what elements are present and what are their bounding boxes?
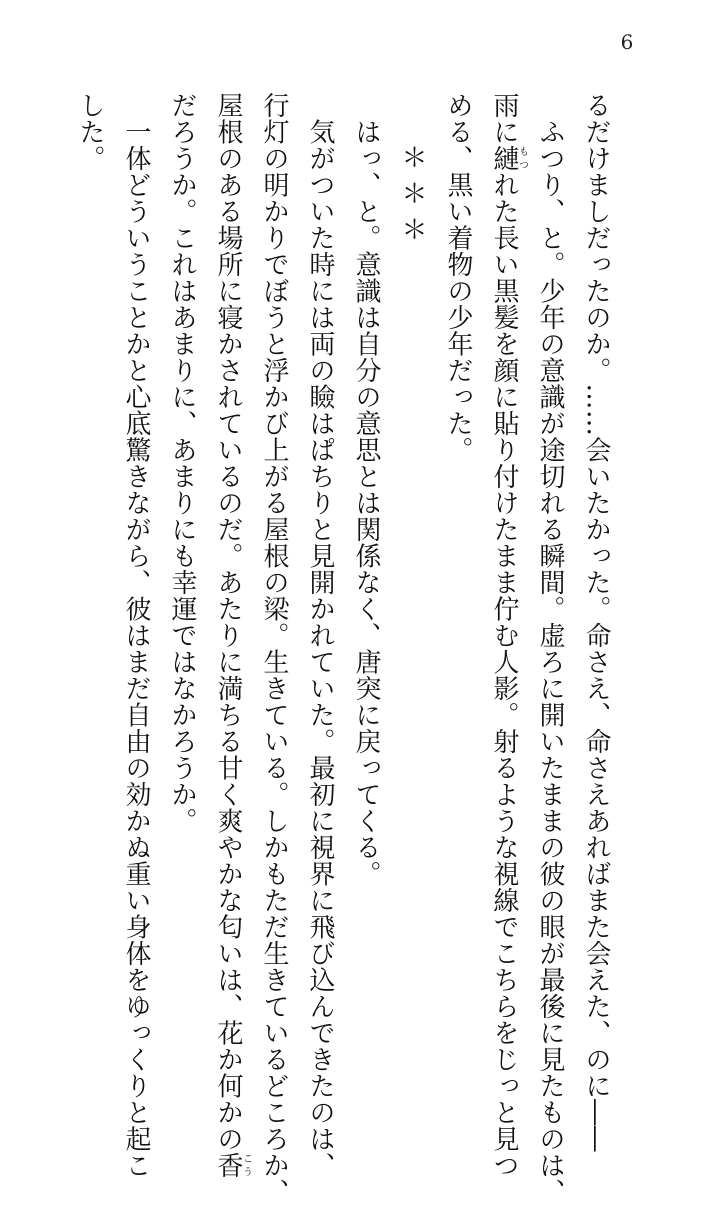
text-line: める、黒い着物の少年だった。: [443, 92, 473, 463]
text-line: した。: [75, 92, 105, 172]
text-line: 一体どういうことかと心底驚きながら、彼はまだ自由の効かぬ重い身体をゆっくりと起こ: [121, 92, 151, 1179]
text-line: 気がついた時には両の瞼はぱちりと見開かれていた。最初に視界に飛び込んできたのは、: [305, 92, 335, 1179]
page-number: 6: [620, 30, 634, 54]
text-line: るだけましだったのか。……会いたかった。命さえ、命さえあればまた会えた、のに――: [581, 92, 611, 1152]
ruby-word: [489, 145, 528, 172]
ruby-base: 縺: [489, 145, 519, 172]
ruby-reading: もつ: [516, 145, 528, 172]
ruby-reading: こう: [240, 1152, 252, 1179]
ruby-base: 香: [213, 1152, 243, 1179]
body-text: [67, 92, 619, 1205]
text-line: 行灯の明かりでぼうと浮かび上がる屋根の梁。生きている。しかもただ生きているどころか、: [259, 92, 289, 1205]
text-line: ふつり、と。少年の意識が途切れる瞬間。虚ろに開いたままの彼の眼が最後に見たものは、: [535, 92, 565, 1205]
text-line: だろうか。これはあまりに、あまりにも幸運ではなかろうか。: [167, 92, 197, 834]
text-line: [205, 92, 252, 1179]
text-line: [481, 92, 528, 1179]
text-line: はっ、と。意識は自分の意思とは関係なく、唐突に戻ってくる。: [351, 92, 381, 887]
scene-break: ＊＊＊: [397, 144, 427, 252]
text-segment: 雨に: [489, 92, 519, 145]
text-segment: 屋根のある場所に寝かされているのだ。あたりに満ちる甘く爽やかな匂いは、花か何かの: [213, 92, 243, 1152]
ruby-word: [213, 1152, 252, 1179]
text-segment: れた長い黒髪を顔に貼り付けたまま佇む人影。射るような視線でこちらをじっと見つ: [489, 171, 519, 1179]
